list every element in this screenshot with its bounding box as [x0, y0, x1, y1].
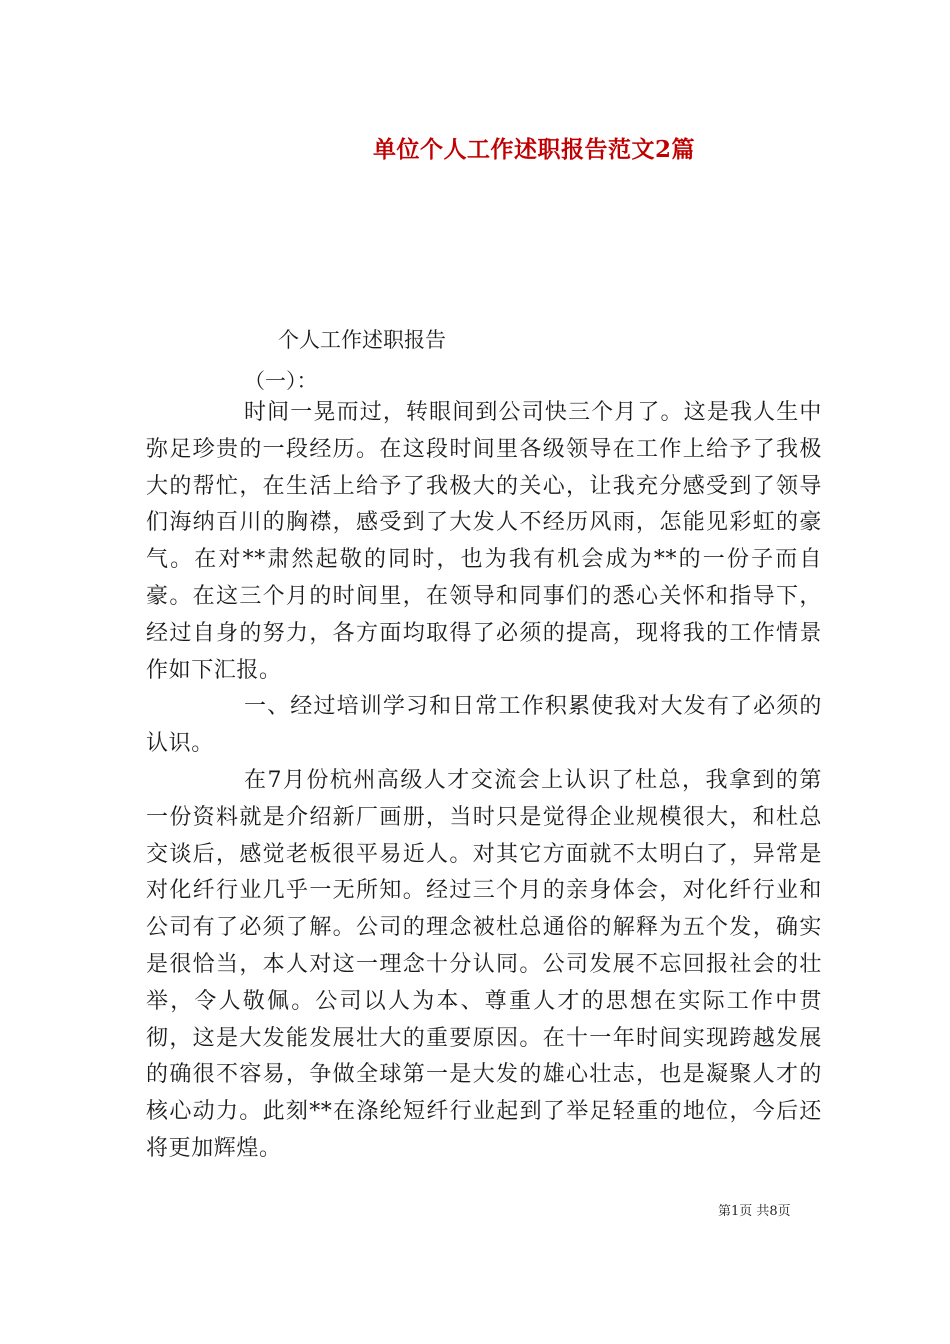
body-text [146, 395, 822, 1168]
document-title: 单位个人工作述职报告范文2篇 [373, 136, 696, 163]
page-number: 第1页 共8页 [718, 1204, 791, 1219]
paragraph-intro: 时间一晃而过，转眼间到公司快三个月了。这是我人生中弥足珍贵的一段经历。在这段时间里各级领导在工作上给予了我极大的帮忙，在生活上给予了我极大的关心，让我充分感受到了领导们海纳百川的胸襟，感受到了大发人不经历风雨，怎能见彩虹的豪气。在对**肃然起敬的同时，也为我有机会成为**的一份子而自豪。在这三个月的时间里，在领导和同事们的悉心关怀和指导下，经过自身的努力，各方面均取得了必须的提高，现将我的工作情景作如下汇报。 [146, 400, 822, 683]
report-subtitle: 个人工作述职报告 [278, 328, 446, 352]
paragraph-company-understanding: 在7月份杭州高级人才交流会上认识了杜总，我拿到的第一份资料就是介绍新厂画册，当时只是觉得企业规模很大，和杜总交谈后，感觉老板很平易近人。对其它方面就不太明白了，异常是对化纤行业几乎一无所知。经过三个月的亲身体会，对化纤行业和公司有了必须了解。公司的理念被杜总通俗的解释为五个发，确实是很恰当，本人对这一理念十分认同。公司发展不忘回报社会的壮举，令人敬佩。公司以人为本、尊重人才的思想在实际工作中贯彻，这是大发能发展壮大的重要原因。在十一年时间实现跨越发展的确很不容易，争做全球第一是大发的雄心壮志，也是凝聚人才的核心动力。此刻**在涤纶短纤行业起到了举足轻重的地位，今后还将更加辉煌。 [146, 767, 822, 1161]
section-marker: （一）： [244, 369, 318, 393]
paragraph-heading-one: 一、经过培训学习和日常工作积累使我对大发有了必须的认识。 [146, 694, 822, 757]
